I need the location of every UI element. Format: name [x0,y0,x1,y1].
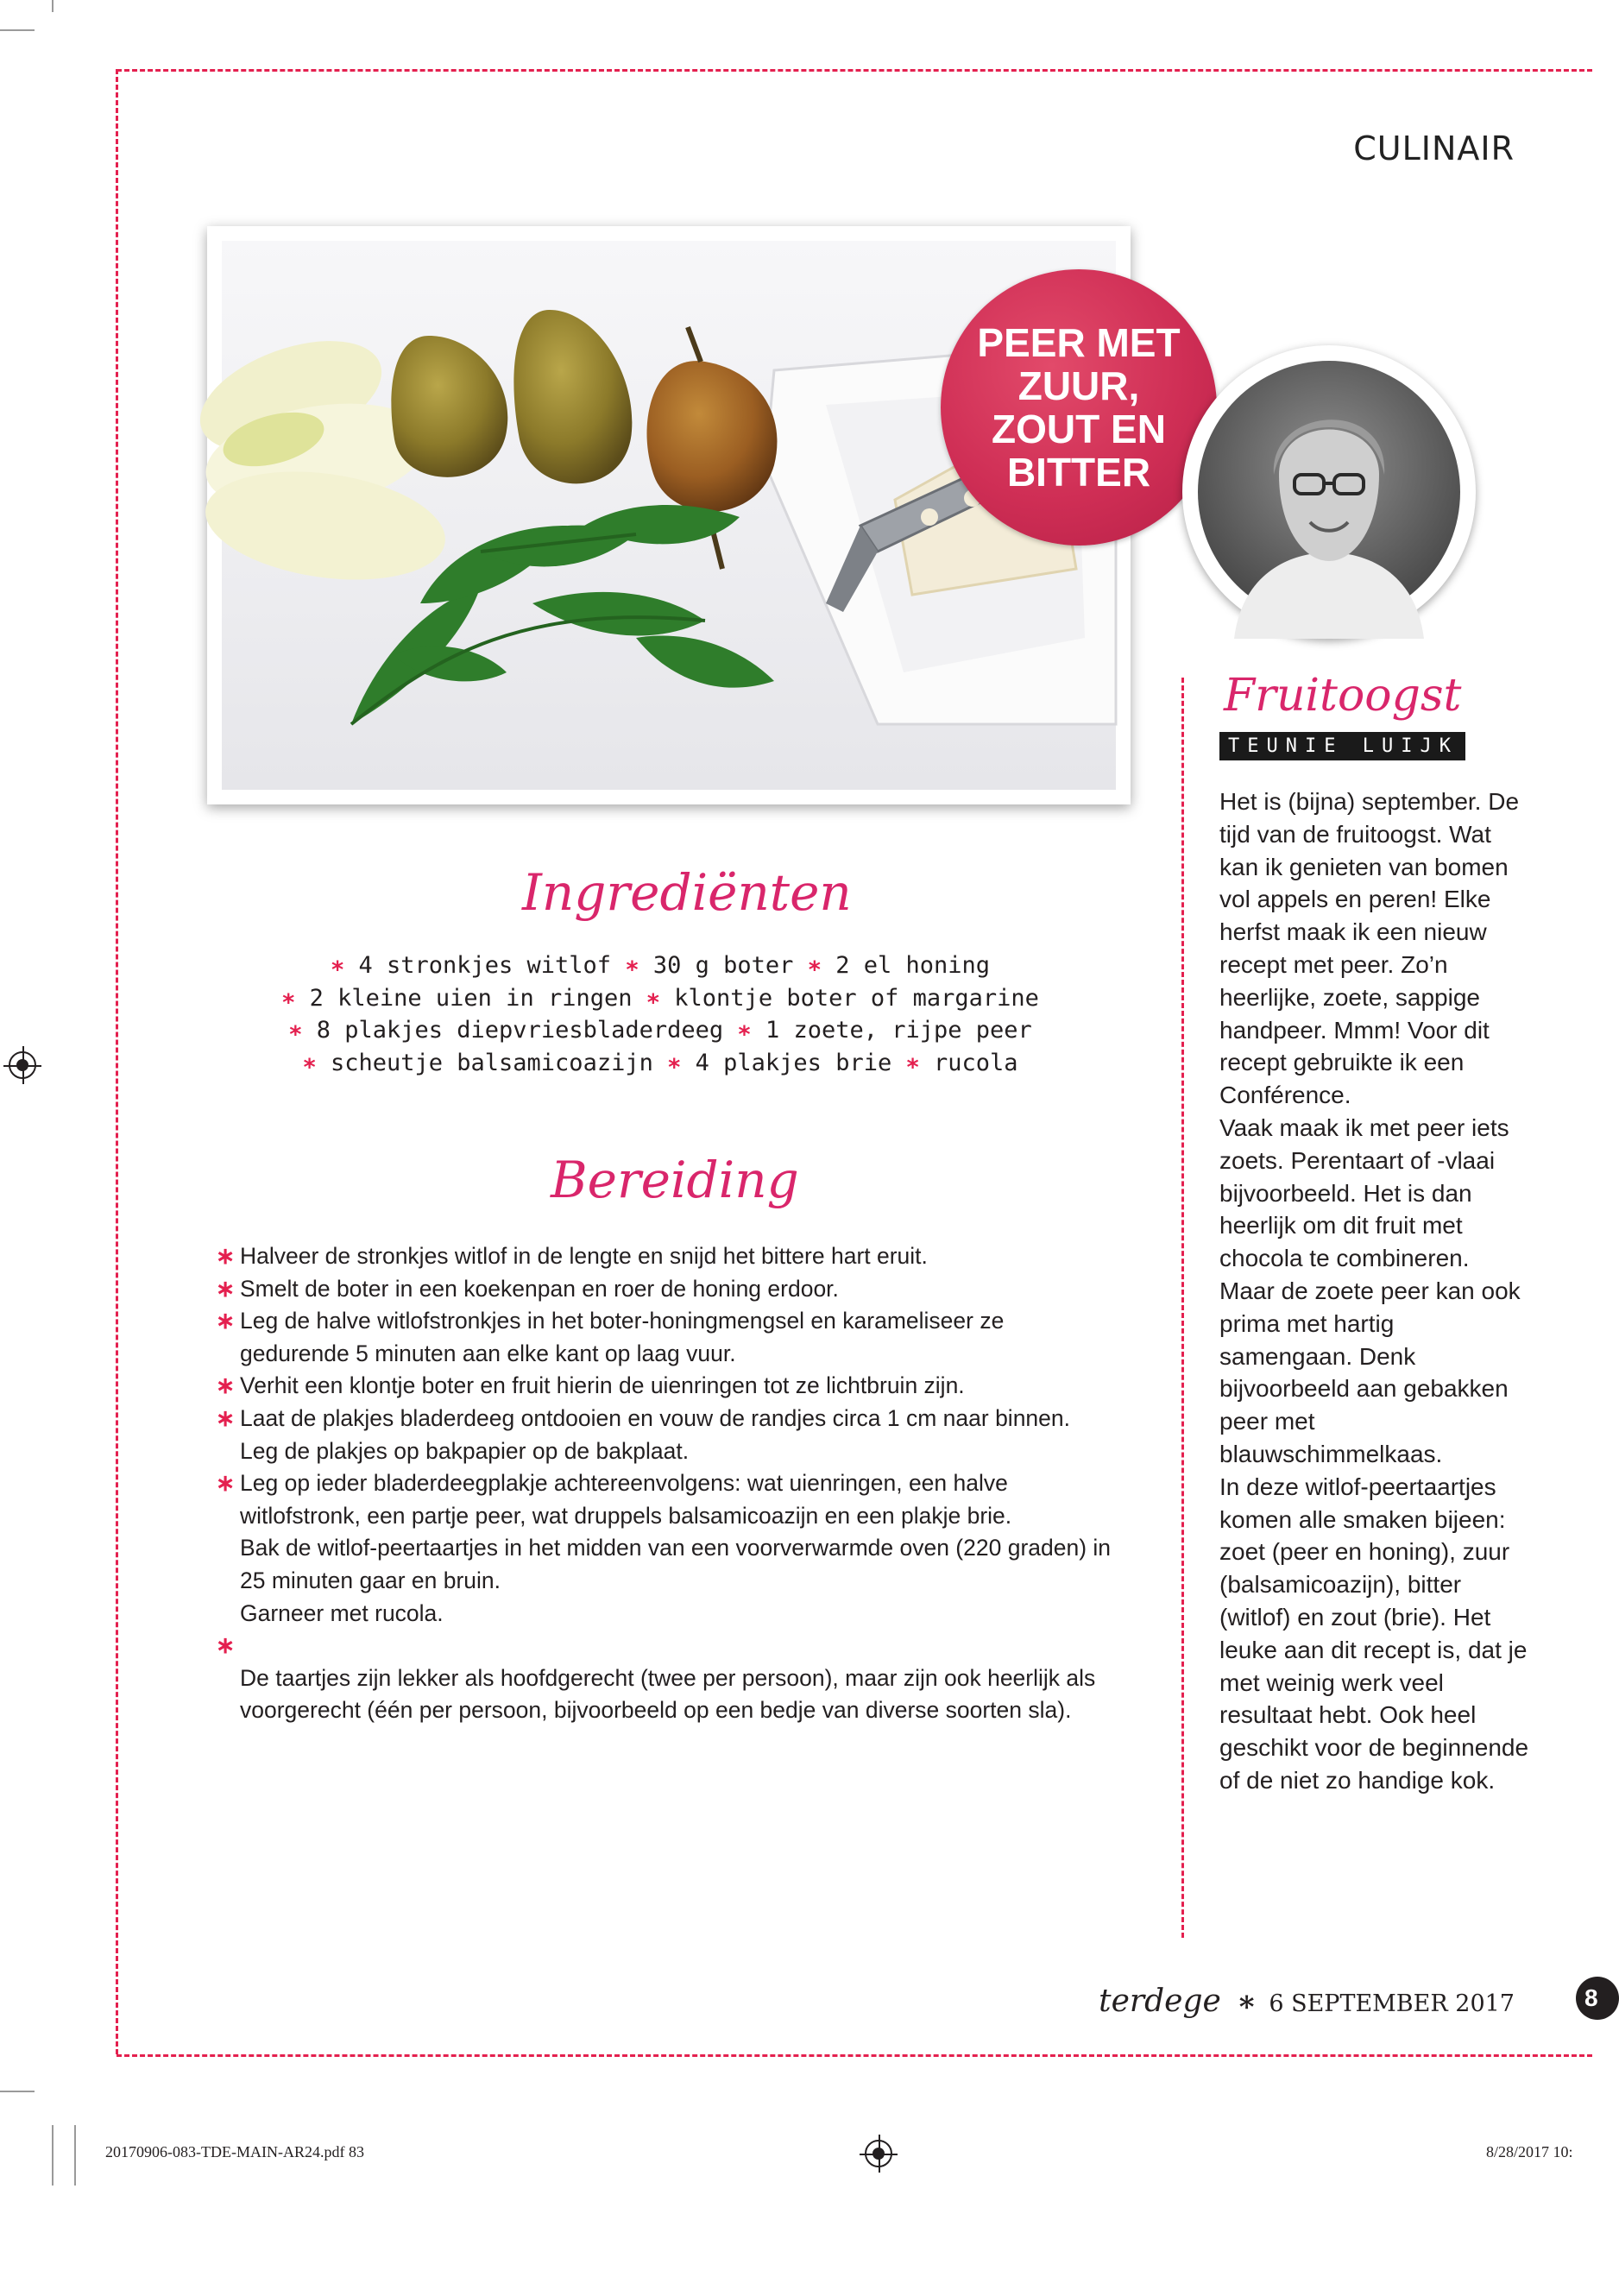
registration-mark-icon [9,1051,36,1079]
preparation-step [216,1598,1113,1631]
step-text: De taartjes zijn lekker als hoofdgerecht (twee per persoon), maar zijn ook heerlijk als voorgerecht (één per persoon, bijvoorbeeld op een bedje van diverse soorten sla). [240,1664,1096,1724]
ingredient-item: 8 plakjes diepvriesbladerdeeg [316,1017,724,1044]
asterisk-icon: ∗ [216,1275,236,1302]
step-text: Leg op ieder bladerdeegplakje achtereenvolgens: wat uienringen, een halve witlofstronk, een partje peer, wat druppels balsamicoazijn en een plakje brie. [240,1470,1012,1529]
ingredients-line [242,1047,1079,1080]
asterisk-icon: ∗ [216,1404,236,1431]
page-border-left [116,69,118,2054]
asterisk-icon: ∗ [302,1049,317,1076]
asterisk-icon: ∗ [288,1017,303,1044]
registration-mark-icon [865,2140,892,2167]
preparation-step [216,1403,1113,1467]
crop-mark [74,2125,76,2186]
author-portrait [1182,345,1476,639]
column-divider [1181,678,1184,1938]
page-border-top [117,69,1592,72]
page-border-bottom [117,2054,1592,2057]
column-paragraph: Vaak maak ik met peer iets zoets. Perentaart of -vlaai bijvoorbeeld. Het is dan heerlijk om dit fruit met chocola te combineren. Maar de zoete peer kan ook prima met hartig samengaan. Denk bijvoorbeeld aan gebakken peer met blauwschimmelkaas. [1219,1113,1521,1467]
ingredients-line [242,1014,1079,1047]
asterisk-icon: ∗ [216,1632,236,1659]
crop-mark [52,2125,54,2186]
asterisk-icon: ∗ [216,1243,236,1269]
asterisk-icon: ∗ [216,1372,236,1399]
ingredients-line [242,949,1079,982]
title-badge [941,269,1217,546]
preparation-step [216,1467,1113,1532]
preparation-step [216,1532,1113,1597]
step-text: Laat de plakjes bladerdeeg ontdooien en vouw de randjes circa 1 cm naar binnen. Leg de plakjes op bakpapier op de bakplaat. [240,1404,1071,1464]
ingredients-title: Ingrediënten [522,863,852,922]
portrait-illustration [1182,345,1476,639]
crop-mark [52,0,54,12]
preparation-step [216,1240,1113,1273]
title-badge-text: PEER MET ZUUR, ZOUT EN BITTER [977,320,1181,495]
section-label: CULINAIR [1353,129,1515,167]
step-text: Verhit een klontje boter en fruit hierin de uienringen tot ze lichtbruin zijn. [240,1372,965,1399]
step-text: Garneer met rucola. [240,1599,444,1626]
ingredient-item: 1 zoete, rijpe peer [765,1017,1032,1044]
ingredient-item: 4 plakjes brie [695,1049,892,1076]
author-name: TEUNIE LUIJK [1219,732,1465,760]
step-text: Halveer de stronkjes witlof in de lengte en snijd het bittere hart eruit. [240,1243,928,1269]
asterisk-icon: ∗ [216,1308,236,1334]
preparation-step [216,1273,1113,1306]
ingredient-item: 4 stronkjes witlof [358,952,612,979]
asterisk-icon: ∗ [625,952,639,979]
issue-date: 6 SEPTEMBER 2017 [1269,1990,1515,2017]
preparation-step [216,1630,1113,1662]
preparation-title: Bereiding [551,1151,799,1209]
asterisk-icon: ∗ [905,1049,920,1076]
ingredient-item: scheutje balsamicoazijn [330,1049,653,1076]
page-number: 8 [1576,1977,1619,2020]
asterisk-icon: ∗ [281,984,296,1012]
ingredient-item: 30 g boter [652,952,794,979]
step-text: Bak de witlof-peertaartjes in het midden van een voorverwarmde oven (220 graden) in 25 minuten gaar en bruin. [240,1535,1112,1593]
magazine-logo: terdege [1099,1984,1221,2019]
page-footer [1099,1984,1515,2019]
print-slug-file: 20170906-083-TDE-MAIN-AR24.pdf 83 [105,2143,364,2160]
asterisk-icon: ∗ [737,1017,752,1044]
preparation-steps [216,1240,1113,1727]
column-paragraph: In deze witlof-peertaartjes komen alle smaken bijeen: zoet (peer en honing), zuur (balsamicoazijn), bitter (witlof) en zout (brie). Het leuke aan dit recept is, dat je met weinig werk veel resultaat hebt. Ook heel geschikt voor de beginnende of de niet zo handige kok. [1219,1473,1529,1794]
asterisk-icon: ∗ [667,1049,682,1076]
crop-mark [0,29,35,31]
ingredients-line [242,982,1079,1015]
column-body [1219,785,1530,1797]
asterisk-icon: ∗ [1236,1984,1257,2019]
ingredient-item: 2 kleine uien in ringen [309,984,633,1012]
asterisk-icon: ∗ [216,1470,236,1497]
step-text: Smelt de boter in een koekenpan en roer de honing erdoor. [240,1275,839,1302]
ingredients-list [242,949,1079,1079]
column-paragraph: Het is (bijna) september. De tijd van de fruitoogst. Wat kan ik genieten van bomen vol appels en peren! Elke herfst maak ik een nieuw recept met peer. Zo’n heerlijke, zoete, sappige handpeer. Mmm! Voor dit recept gebruikte ik een Conférence. [1219,788,1520,1109]
ingredient-item: rucola [934,1049,1018,1076]
ingredient-item: 2 el honing [835,952,991,979]
step-text: Leg de halve witlofstronkjes in het boter-honingmengsel en karameliseer ze gedurende 5 minuten aan elke kant op laag vuur. [240,1308,1005,1366]
asterisk-icon: ∗ [330,952,345,979]
preparation-step [216,1370,1113,1403]
column-title: Fruitoogst [1224,670,1462,722]
crop-mark [0,2091,35,2092]
preparation-step [216,1305,1113,1370]
asterisk-icon: ∗ [646,984,661,1012]
print-slug-timestamp: 8/28/2017 10: [1486,2143,1573,2160]
asterisk-icon: ∗ [807,952,822,979]
preparation-step [216,1662,1113,1727]
ingredient-item: klontje boter of margarine [674,984,1039,1012]
